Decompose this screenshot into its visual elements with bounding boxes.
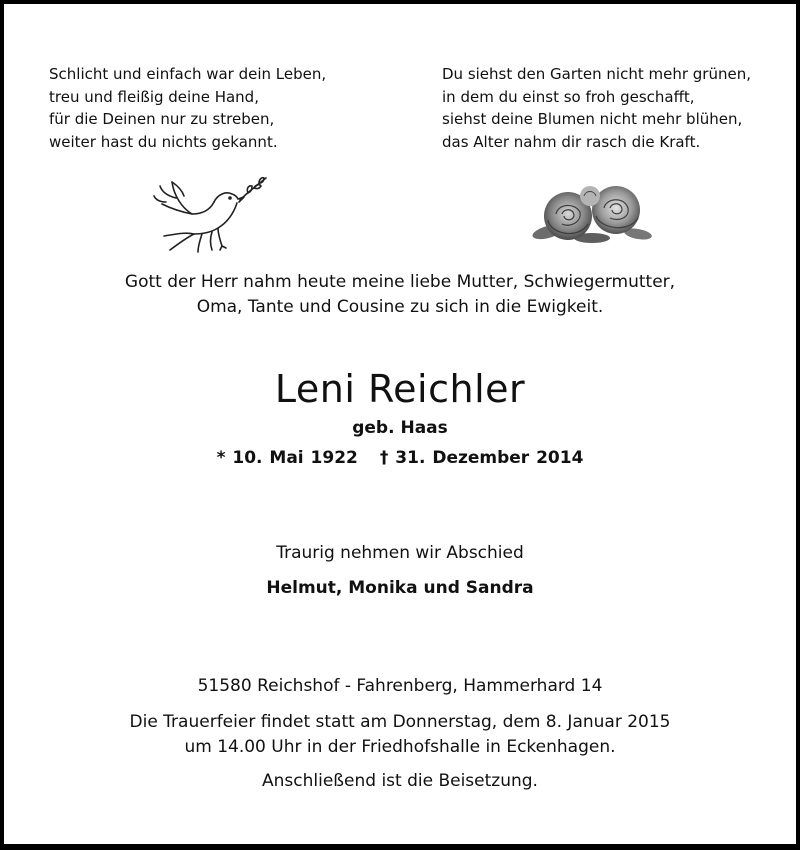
service-line: um 14.00 Uhr in der Friedhofshalle in Eckenhagen. [184,737,616,757]
poem-left-line: Schlicht und einfach war dein Leben, [49,65,327,83]
life-dates [0,448,800,468]
birth-date: * 10. Mai 1922 [216,448,358,468]
poem-left-line: treu und fleißig deine Hand, [49,87,259,106]
poem-right [442,63,751,154]
poem-left-line: für die Deinen nur zu streben, [49,110,275,129]
maiden-name: geb. Haas [352,418,448,438]
family-address: 51580 Reichshof - Fahrenberg, Hammerhard 14 [197,676,603,696]
poem-right-line: siehst deine Blumen nicht mehr blühen, [442,110,743,129]
poem-left-line: weiter hast du nichts gekannt. [49,133,278,152]
announcement-line: Oma, Tante und Cousine zu sich in die Ewigkeit. [196,297,604,317]
deceased-name: Leni Reichler [274,367,526,411]
poem-right-line: in dem du einst so froh geschafft, [442,87,695,106]
poem-right-line: das Alter nahm dir rasch die Kraft. [442,133,701,152]
farewell-line: Traurig nehmen wir Abschied [276,543,524,563]
poem-left [49,63,326,154]
service-line: Die Trauerfeier findet statt am Donnerstag, dem 8. Januar 2015 [129,712,671,732]
announcement [0,270,800,320]
death-date: † 31. Dezember 2014 [379,448,584,468]
poem-right-line: Du siehst den Garten nicht mehr grünen, [442,65,751,83]
mourners-names: Helmut, Monika und Sandra [266,578,534,598]
dove-icon [152,172,272,254]
funeral-service-info [0,710,800,760]
burial-note: Anschließend ist die Beisetzung. [262,771,538,791]
roses-image [528,180,654,246]
announcement-line: Gott der Herr nahm heute meine liebe Mutter, Schwiegermutter, [124,272,676,292]
